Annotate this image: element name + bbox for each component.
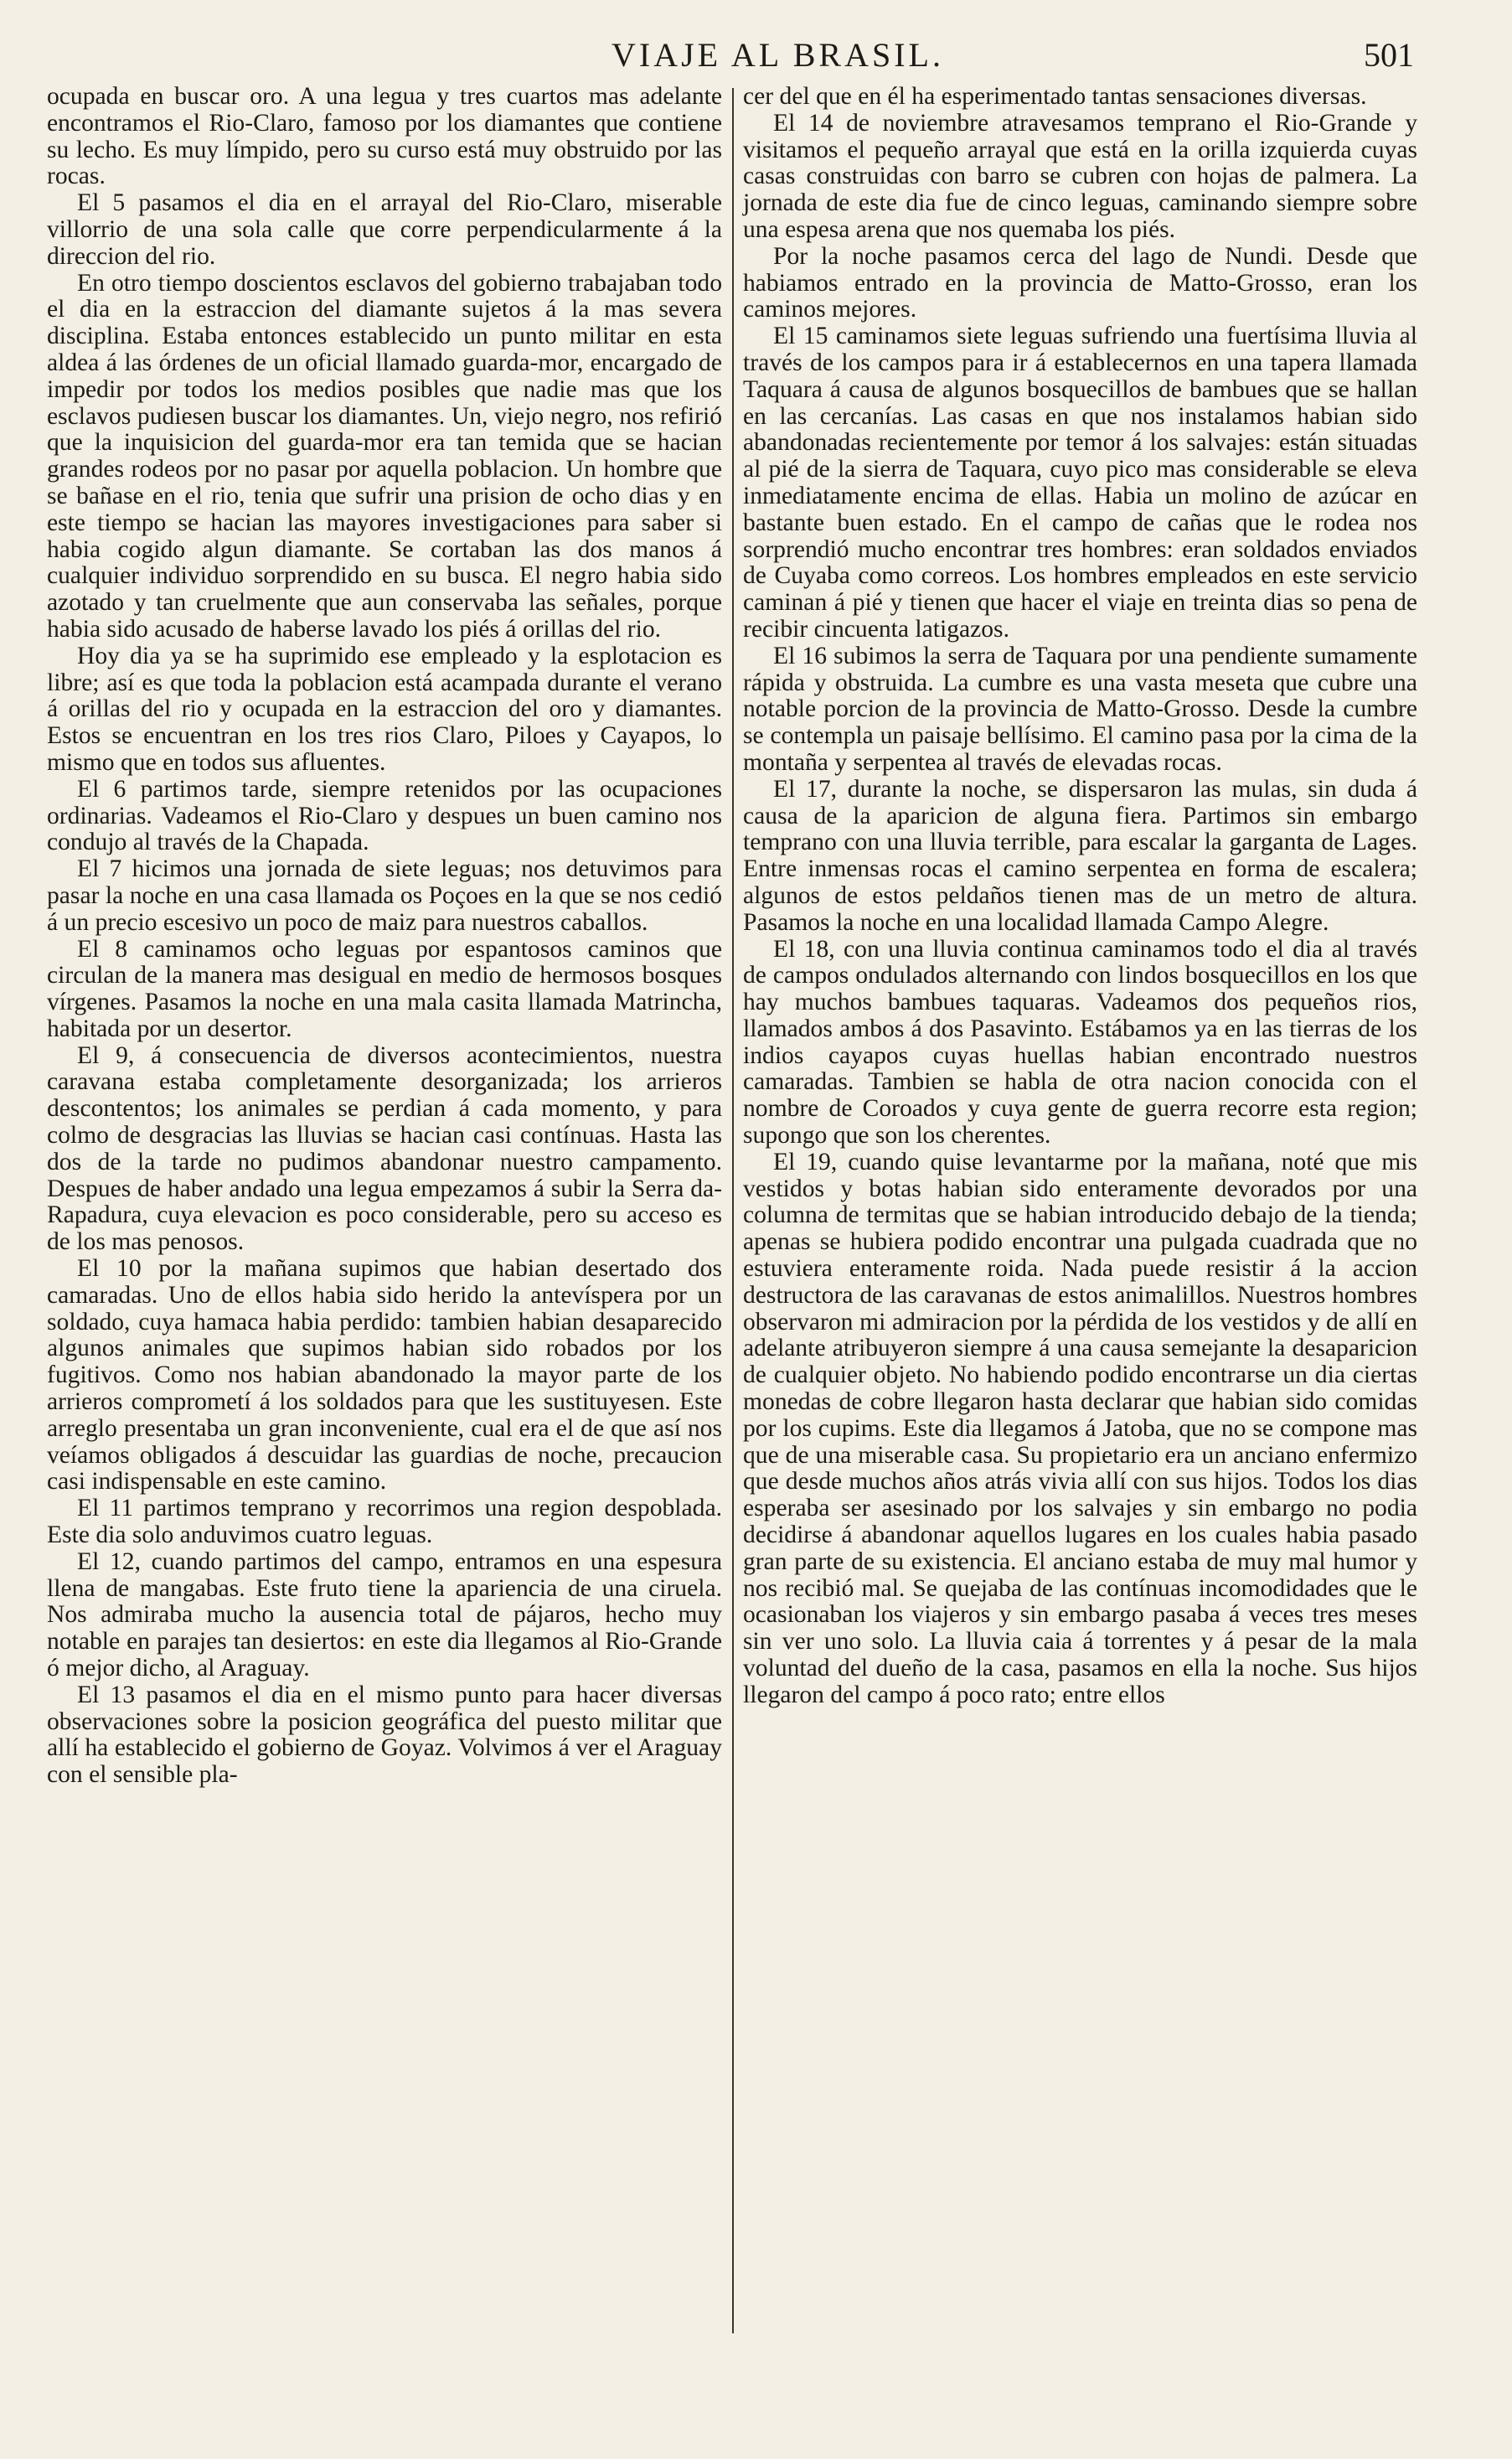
paragraph: En otro tiempo doscientos esclavos del gobierno trabajaban todo el dia en la estraccion del diamante sujetos á la mas severa disciplina. Estaba entonces establecido un punto militar en esta aldea á las órdenes de un oficial llamado guarda-mor, encargado de impedir por todos los medios posibles que nadie mas que los esclavos pudiesen buscar los diamantes. Un, viejo negro, nos refirió que la inquisicion del guarda-mor era tan temida que se hacian grandes rodeos por no pasar por aquella poblacion. Un hombre que se bañase en el rio, tenia que sufrir una prision de ocho dias y en este tiempo se hacian las mayores investigaciones para saber si habia cogido algun diamante. Se cortaban las dos manos á cualquier individuo sorprendido en su busca. El negro habia sido azotado y tan cruelmente que aun conservaba las señales, porque habia sido acusado de haberse lavado los piés á orillas del rio. <box>47 269 722 643</box>
paragraph: El 6 partimos tarde, siempre retenidos por las ocupaciones ordinarias. Vadeamos el Rio-Claro y despues un buen camino nos condujo al través de la Chapada. <box>47 775 722 856</box>
paragraph: ocupada en buscar oro. A una legua y tres cuartos mas adelante encontramos el Rio-Claro, famoso por los diamantes que contiene su lecho. Es muy límpido, pero su curso está muy obstruido por las rocas. <box>47 83 722 190</box>
paragraph: El 16 subimos la serra de Taquara por una pendiente sumamente rápida y obstruida. La cumbre es una vasta meseta que cubre una notable porcion de la provincia de Matto-Grosso. Desde la cumbre se contempla un paisaje bellísimo. El camino pasa por la cima de la montaña y serpentea al través de elevadas rocas. <box>743 642 1417 776</box>
paragraph: El 7 hicimos una jornada de siete leguas; nos detuvimos para pasar la noche en una casa llamada os Poçoes en la que se nos cedió á un precio escesivo un poco de maiz para nuestros caballos. <box>47 855 722 936</box>
paragraph: Por la noche pasamos cerca del lago de Nundi. Desde que habiamos entrado en la provincia de Matto-Grosso, eran los caminos mejores. <box>743 242 1417 323</box>
paragraph: El 18, con una lluvia continua caminamos todo el dia al través de campos ondulados alternando con lindos bosquecillos en los que hay muchos bambues taquaras. Vadeamos dos pequeños rios, llamados ambos á dos Pasavinto. Estábamos ya en las tierras de los indios cayapos cuyas huellas habian encontrado nuestros camaradas. Tambien se habla de otra nacion conocida con el nombre de Coroados y cuya gente de guerra recorre esta region; supongo que son los cherentes. <box>743 935 1417 1149</box>
right-column <box>743 84 1417 1709</box>
paragraph: El 10 por la mañana supimos que habian desertado dos camaradas. Uno de ellos habia sido herido la antevíspera por un soldado, cuya hamaca habia perdido: tambien habian desaparecido algunos animales que supimos habian sido robados por los fugitivos. Como nos habian abandonado la mayor parte de los arrieros comprometí á los soldados para que les sustituyesen. Este arreglo presentaba un gran inconveniente, cual era el de que así nos veíamos obligados á descuidar las guardias de noche, precaucion casi indispensable en este camino. <box>47 1255 722 1496</box>
paragraph: El 14 de noviembre atravesamos temprano el Rio-Grande y visitamos el pequeño arrayal que está en la orilla izquierda cuyas casas construidas con barro se cubren con hojas de palmera. La jornada de este dia fue de cinco leguas, caminando siempre sobre una espesa arena que nos quemaba los piés. <box>743 109 1417 243</box>
paragraph: El 8 caminamos ocho leguas por espantosos caminos que circulan de la manera mas desigual en medio de hermosos bosques vírgenes. Pasamos la noche en una mala casita llamada Matrincha, habitada por un desertor. <box>47 935 722 1042</box>
paragraph: El 9, á consecuencia de diversos acontecimientos, nuestra caravana estaba completamente desorganizada; los arrieros descontentos; los animales se perdian á cada momento, y para colmo de desgracias las lluvias se hacian casi contínuas. Hasta las dos de la tarde no pudimos abandonar nuestro campamento. Despues de haber andado una legua empezamos á subir la Serra da-Rapadura, cuya elevacion es poco considerable, pero su acceso es de los mas penosos. <box>47 1041 722 1256</box>
paragraph: El 11 partimos temprano y recorrimos una region despoblada. Este dia solo anduvimos cuatro leguas. <box>47 1495 722 1549</box>
paragraph: El 13 pasamos el dia en el mismo punto para hacer diversas observaciones sobre la posicion geográfica del puesto militar que allí ha establecido el gobierno de Goyaz. Volvimos á ver el Araguay con el sensible pla- <box>47 1681 722 1789</box>
paragraph: Hoy dia ya se ha suprimido ese empleado y la esplotacion es libre; así es que toda la poblacion está acampada durante el verano á orillas del rio y ocupada en la estraccion del oro y diamantes. Estos se encuentran en los tres rios Claro, Piloes y Cayapos, lo mismo que en todos sus afluentes. <box>47 642 722 776</box>
paragraph: El 15 caminamos siete leguas sufriendo una fuertísima lluvia al través de los campos para ir á establecernos en una tapera llamada Taquara á causa de algunos bosquecillos de bambues que se hallan en las cercanías. Las casas en que nos instalamos habian sido abandonadas recientemente por temor á los salvajes: están situadas al pié de la sierra de Taquara, cuyo pico mas considerable se eleva inmediatamente encima de ellas. Habia un molino de azúcar en bastante buen estado. En el campo de cañas que le rodea nos sorprendió mucho encontrar tres hombres: eran soldados enviados de Cuyaba como correos. Los hombres empleados en este servicio caminan á pié y tienen que hacer el viaje en treinta dias so pena de recibir cincuenta latigazos. <box>743 323 1417 643</box>
page-header <box>0 35 1512 85</box>
running-head: VIAJE AL BRASIL. <box>612 36 944 74</box>
page-number: 501 <box>1364 36 1414 74</box>
column-divider <box>732 88 734 2333</box>
paragraph: cer del que en él ha esperimentado tantas sensaciones diversas. <box>743 83 1367 110</box>
paragraph: El 5 pasamos el dia en el arrayal del Rio-Claro, miserable villorrio de una sola calle que corre perpendicularmente á la direccion del rio. <box>47 189 722 270</box>
paragraph: El 19, cuando quise levantarme por la mañana, noté que mis vestidos y botas habian sido enteramente devorados por una columna de termitas que se habian introducido debajo de la tienda; apenas se hubiera podido encontrar una pulgada cuadrada que no estuviera enteramente roida. Nada puede resistir á la accion destructora de las caravanas de estos animalillos. Nuestros hombres observaron mi admiracion por la pérdida de los vestidos y de allí en adelante atribuyeron siempre á una causa semejante la desaparicion de cualquier objeto. No habiendo podido encontrarse un dia ciertas monedas de cobre llegaron hasta declarar que habian sido comidas por los cupims. Este dia llegamos á Jatoba, que no se compone mas que de una miserable casa. Su propietario era un anciano enfermizo que desde muchos años atrás vivia allí con sus hijos. Todos los dias esperaba ser asesinado por los salvajes y sin embargo no podia decidirse á abandonar aquellos lugares en los cuales habia pasado gran parte de su existencia. El anciano estaba de muy mal humor y nos recibió mal. Se quejaba de las contínuas incomodidades que le ocasionaban los viajeros y sin embargo pasaba á veces tres meses sin ver uno solo. La lluvia caia á torrentes y á pesar de la mala voluntad del dueño de la casa, pasamos en ella la noche. Sus hijos llegaron del campo á poco rato; entre ellos <box>743 1148 1417 1708</box>
paragraph: El 17, durante la noche, se dispersaron las mulas, sin duda á causa de la aparicion de alguna fiera. Partimos sin embargo temprano con una lluvia terrible, para escalar la garganta de Lages. Entre inmensas rocas el camino serpentea en forma de escalera; algunos de estos peldaños tienen mas de un metro de altura. Pasamos la noche en una localidad llamada Campo Alegre. <box>743 775 1417 936</box>
left-column <box>47 84 722 1789</box>
paragraph: El 12, cuando partimos del campo, entramos en una espesura llena de mangabas. Este fruto tiene la apariencia de una ciruela. Nos admiraba mucho la ausencia total de pájaros, hecho muy notable en parajes tan desiertos: en este dia llegamos al Rio-Grande ó mejor dicho, al Araguay. <box>47 1547 722 1682</box>
